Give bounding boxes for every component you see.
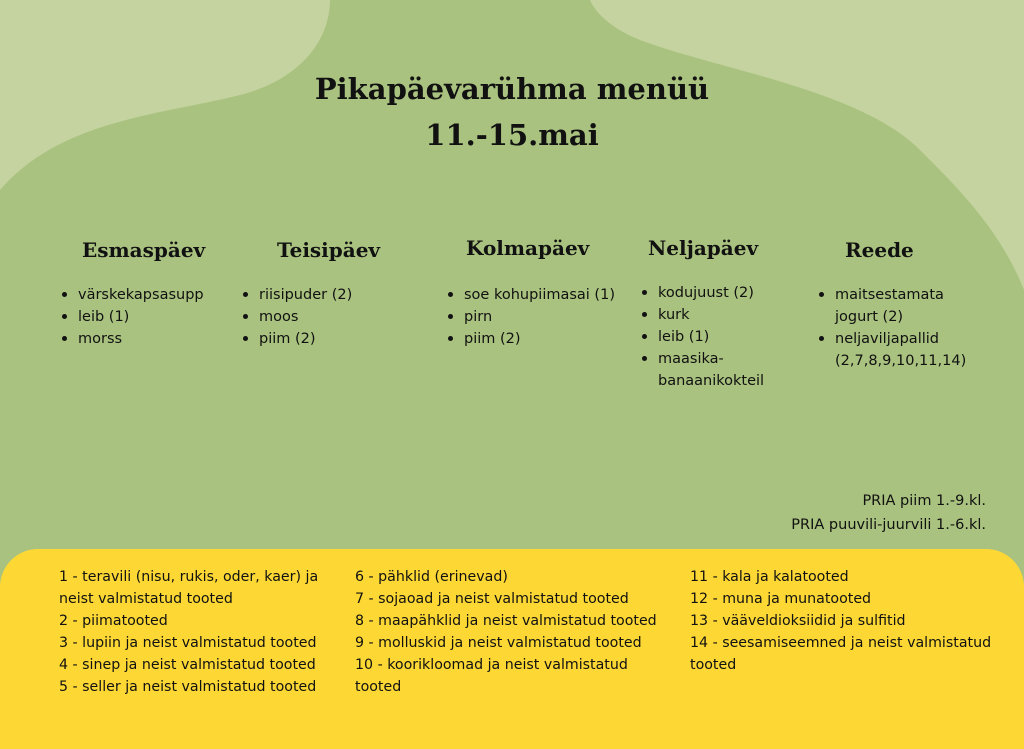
allergen-item: 8 - maapähklid ja neist valmistatud tooted (355, 613, 657, 629)
menu-item: pirn (446, 306, 616, 328)
allergen-item: 10 - koorikloomad ja neist valmistatud tooted (355, 657, 628, 695)
menu-item: piim (2) (241, 328, 416, 350)
day-thursday (640, 236, 820, 389)
pria-milk: PRIA piim 1.-9.kl. (862, 493, 986, 509)
menu-list (640, 282, 780, 392)
day-heading: Neljapäev (648, 236, 759, 260)
allergen-column-3 (690, 566, 1010, 676)
menu-item: kodujuust (2) (640, 282, 780, 304)
allergen-item: 5 - seller ja neist valmistatud tooted (59, 679, 317, 695)
day-wednesday (446, 236, 626, 347)
menu-item: riisipuder (2) (241, 284, 416, 306)
menu-item: moos (241, 306, 416, 328)
day-monday (60, 238, 240, 347)
allergen-item: 11 - kala ja kalatooted (690, 569, 849, 585)
menu-item: neljaviljapallid (2,7,8,9,10,11,14) (817, 328, 977, 372)
menu-item: morss (60, 328, 235, 350)
day-friday (817, 238, 997, 369)
allergen-item: 12 - muna ja munatooted (690, 591, 872, 607)
page-title: Pikapäevarühma menüü (314, 72, 710, 106)
menu-item: leib (1) (640, 326, 780, 348)
day-heading: Teisipäev (277, 238, 381, 262)
allergen-column-1 (59, 566, 334, 698)
allergen-item: 2 - piimatooted (59, 613, 168, 629)
allergen-column-2 (355, 566, 675, 698)
menu-item: piim (2) (446, 328, 616, 350)
day-tuesday (241, 238, 421, 347)
allergen-item: 6 - pähklid (erinevad) (355, 569, 508, 585)
day-heading: Reede (845, 238, 914, 262)
allergen-item: 4 - sinep ja neist valmistatud tooted (59, 657, 316, 673)
pria-vegetables: PRIA puuvili-juurvili 1.-6.kl. (791, 517, 986, 533)
menu-list (817, 284, 977, 372)
menu-list (446, 284, 616, 350)
day-heading: Esmaspäev (82, 238, 206, 262)
day-heading: Kolmapäev (466, 236, 590, 260)
pria-info (791, 489, 986, 537)
menu-list (241, 284, 416, 350)
menu-item: värskekapsasupp (60, 284, 235, 306)
menu-item: kurk (640, 304, 780, 326)
menu-item: maitsestamata jogurt (2) (817, 284, 977, 328)
menu-item: leib (1) (60, 306, 235, 328)
allergen-item: 7 - sojaoad ja neist valmistatud tooted (355, 591, 629, 607)
menu-list (60, 284, 235, 350)
menu-item: maasika-banaanikokteil (640, 348, 780, 392)
allergen-item: 3 - lupiin ja neist valmistatud tooted (59, 635, 317, 651)
date-range: 11.-15.mai (425, 118, 599, 152)
allergen-item: 1 - teravili (nisu, rukis, oder, kaer) ja neist valmistatud tooted (59, 569, 319, 607)
allergen-item: 9 - molluskid ja neist valmistatud tooted (355, 635, 642, 651)
allergen-item: 14 - seesamiseemned ja neist valmistatud tooted (690, 635, 992, 673)
menu-item: soe kohupiimasai (1) (446, 284, 616, 306)
allergen-item: 13 - vääveldioksiidid ja sulfitid (690, 613, 906, 629)
